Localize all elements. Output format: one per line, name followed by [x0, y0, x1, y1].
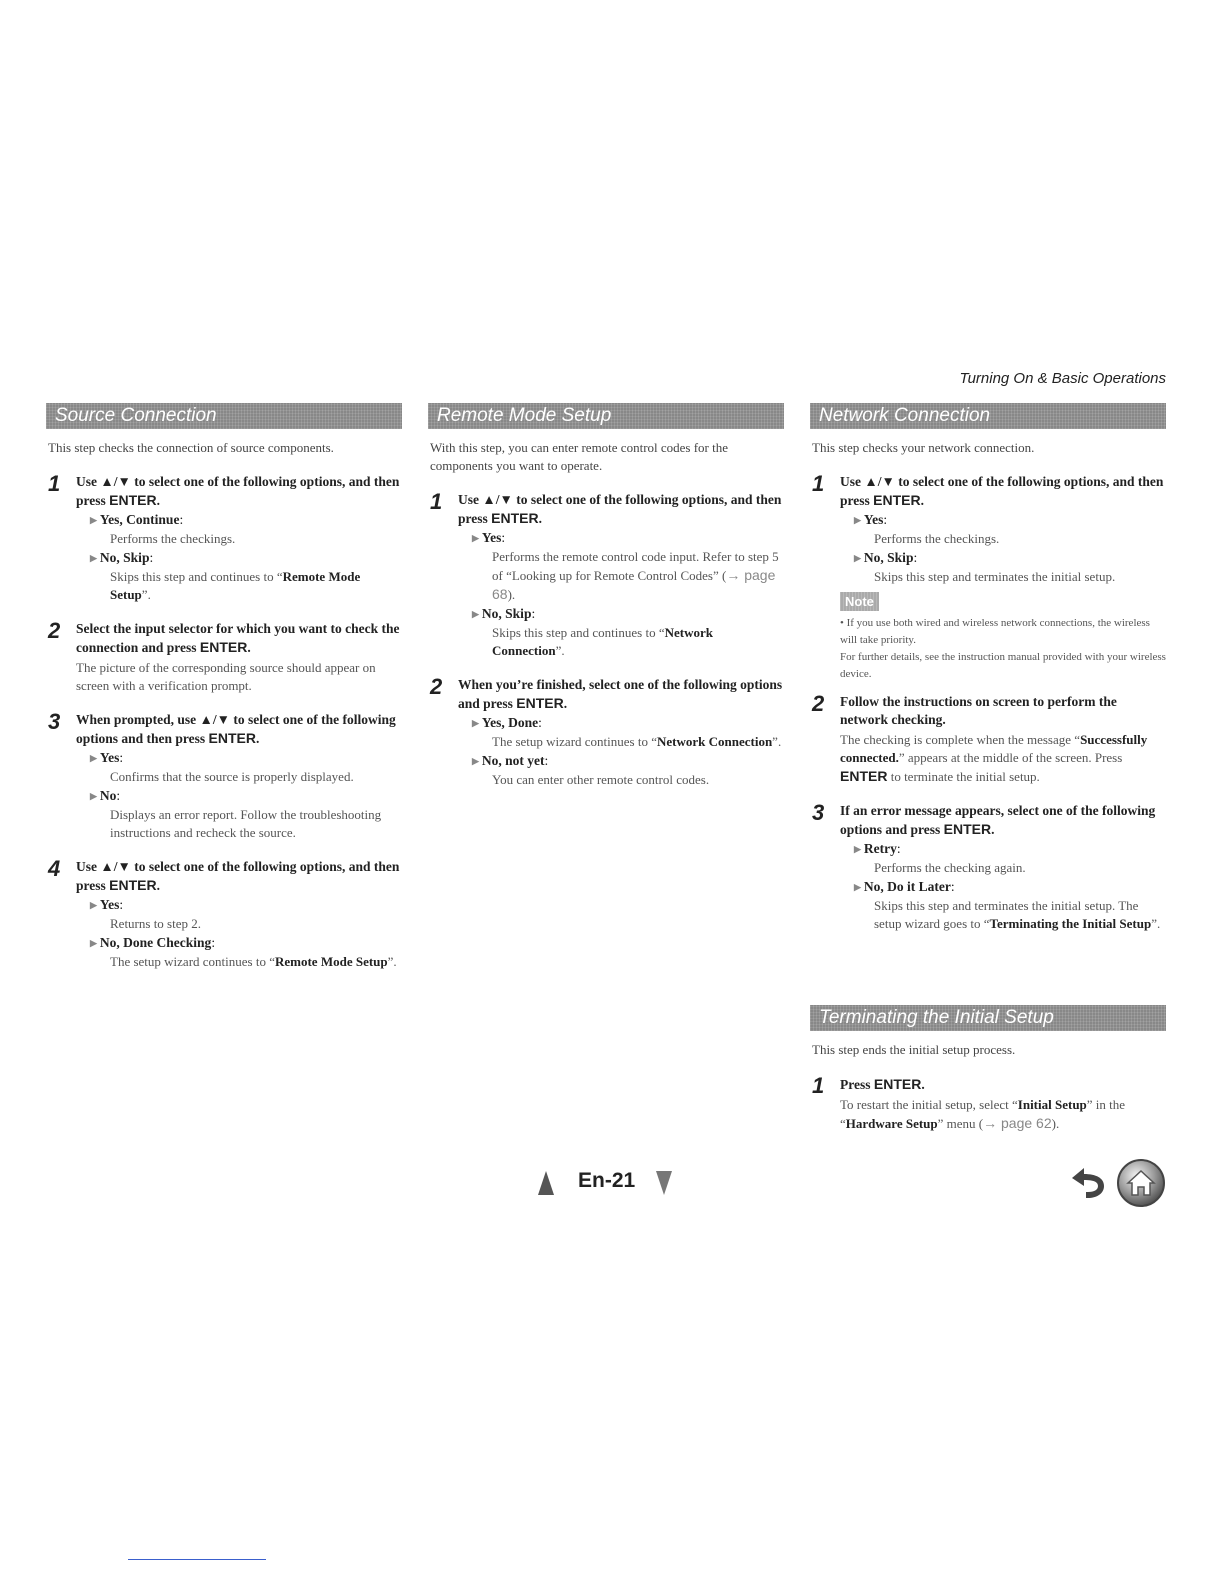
option-description: You can enter other remote control codes. — [492, 772, 710, 787]
back-icon[interactable] — [1066, 1166, 1110, 1200]
option-no-skip: ▶ No, Skip: — [854, 548, 1166, 568]
page-62-link[interactable]: → page 62 — [983, 1115, 1052, 1131]
option-retry: ▶ Retry: — [854, 839, 1166, 859]
network-step-1 — [810, 473, 1166, 586]
option-description: Performs the checkings. — [110, 531, 236, 546]
step-title: Use ▲/▼ to select one of the following options, and then press ENTER. — [840, 474, 1164, 508]
step-number: 1 — [812, 1073, 825, 1098]
terminating-step-1 — [810, 1075, 1166, 1133]
option-yes-done: ▶ Yes, Done: — [472, 713, 784, 733]
option-arrow-icon: ▶ — [90, 553, 97, 563]
page-navigation — [534, 1165, 684, 1201]
option-yes: ▶ Yes: — [90, 895, 402, 915]
option-description: Skips this step and continues to “Remote Mode Setup”. — [110, 569, 361, 602]
note-badge: Note — [840, 592, 879, 611]
option-arrow-icon: ▶ — [90, 753, 97, 763]
option-arrow-icon: ▶ — [90, 938, 97, 948]
step-number: 2 — [430, 674, 443, 699]
home-icon[interactable] — [1116, 1158, 1166, 1208]
source-connection-title: Source Connection — [46, 403, 402, 429]
remote-mode-intro: With this step, you can enter remote control codes for the components you want to operate. — [430, 440, 729, 473]
option-yes-continue: ▶ Yes, Continue: — [90, 510, 402, 530]
step-title: Use ▲/▼ to select one of the following options, and then press ENTER. — [76, 474, 400, 508]
source-step-2 — [46, 620, 402, 695]
option-description: Performs the remote control code input. Refer to step 5 of “Looking up for Remote Control Codes” (→ page 68). — [492, 549, 779, 602]
remote-mode-section — [428, 403, 784, 789]
terminating-title: Terminating the Initial Setup — [810, 1005, 1166, 1031]
step-number: 1 — [48, 471, 61, 496]
option-description: Returns to step 2. — [110, 916, 201, 931]
option-yes: ▶ Yes: — [90, 748, 402, 768]
network-step-2 — [810, 693, 1166, 786]
source-connection-intro: This step checks the connection of source components. — [48, 440, 334, 455]
source-connection-section — [46, 403, 402, 971]
step-title: Use ▲/▼ to select one of the following options, and then press ENTER. — [458, 492, 782, 526]
option-arrow-icon: ▶ — [472, 718, 479, 728]
section-title: Turning On & Basic Operations — [959, 370, 1166, 387]
option-description: Skips this step and terminates the initial setup. — [874, 569, 1116, 584]
note-line-2: For further details, see the instruction manual provided with your wireless device. — [840, 651, 1166, 680]
step-title: Use ▲/▼ to select one of the following options, and then press ENTER. — [76, 859, 400, 893]
option-arrow-icon: ▶ — [472, 609, 479, 619]
option-description: Displays an error report. Follow the troubleshooting instructions and recheck the source. — [110, 807, 382, 840]
option-arrow-icon: ▶ — [854, 844, 861, 854]
network-section — [810, 403, 1166, 933]
source-step-3 — [46, 711, 402, 842]
option-description: Performs the checking again. — [874, 860, 1026, 875]
option-arrow-icon: ▶ — [854, 515, 861, 525]
note-line-1: • If you use both wired and wireless network connections, the wireless will take priority. — [840, 617, 1150, 646]
option-description: Performs the checkings. — [874, 531, 1000, 546]
option-yes: ▶ Yes: — [472, 528, 784, 548]
option-description: Skips this step and continues to “Network Connection”. — [492, 625, 713, 658]
step-number: 2 — [812, 691, 825, 716]
source-step-1 — [46, 473, 402, 604]
step-title: Follow the instructions on screen to perform the network checking. — [840, 694, 1117, 727]
step-number: 1 — [430, 489, 443, 514]
step-title: Select the input selector for which you want to check the connection and press ENTER. — [76, 621, 400, 655]
network-step-3 — [810, 802, 1166, 933]
option-no-skip: ▶ No, Skip: — [90, 548, 402, 568]
step-number: 2 — [48, 618, 61, 643]
page-number: En-21 — [578, 1169, 636, 1192]
option-yes: ▶ Yes: — [854, 510, 1166, 530]
option-arrow-icon: ▶ — [90, 900, 97, 910]
nav-icons — [1066, 1158, 1170, 1208]
remote-mode-title: Remote Mode Setup — [428, 403, 784, 429]
option-no-do-it-later: ▶ No, Do it Later: — [854, 877, 1166, 897]
source-step-4 — [46, 858, 402, 971]
option-arrow-icon: ▶ — [854, 882, 861, 892]
step-paragraph: The checking is complete when the message “Successfully connected.” appears at the middle of the screen. Press ENTER to terminate the initial setup. — [840, 732, 1148, 784]
next-page-icon[interactable] — [656, 1171, 672, 1195]
step-title: When you’re finished, select one of the following options and press ENTER. — [458, 677, 783, 711]
step-number: 1 — [812, 471, 825, 496]
option-arrow-icon: ▶ — [854, 553, 861, 563]
option-arrow-icon: ▶ — [90, 515, 97, 525]
step-title: When prompted, use ▲/▼ to select one of the following options and then press ENTER. — [76, 712, 396, 746]
option-description: The setup wizard continues to “Network Connection”. — [492, 734, 782, 749]
step-title: Press ENTER. — [840, 1076, 925, 1092]
option-arrow-icon: ▶ — [472, 533, 479, 543]
terminating-intro: This step ends the initial setup process. — [812, 1042, 1016, 1057]
step-number: 3 — [812, 800, 825, 825]
step-paragraph: To restart the initial setup, select “Initial Setup” in the “Hardware Setup” menu (→ page 62). — [840, 1097, 1126, 1131]
remote-step-2 — [428, 676, 784, 789]
option-description: Skips this step and terminates the initial setup. The setup wizard goes to “Terminating the Initial Setup”. — [874, 898, 1161, 931]
option-description: The setup wizard continues to “Remote Mode Setup”. — [110, 954, 397, 969]
page-68-link[interactable]: → page 68 — [492, 567, 776, 602]
option-no-skip: ▶ No, Skip: — [472, 604, 784, 624]
network-title: Network Connection — [810, 403, 1166, 429]
step-paragraph: The picture of the corresponding source should appear on screen with a verification prompt. — [76, 660, 376, 693]
step-number: 3 — [48, 709, 61, 734]
option-arrow-icon: ▶ — [472, 756, 479, 766]
footer-link-line — [128, 1559, 266, 1560]
option-no-done-checking: ▶ No, Done Checking: — [90, 933, 402, 953]
option-no-not-yet: ▶ No, not yet: — [472, 751, 784, 771]
option-no: ▶ No: — [90, 786, 402, 806]
option-description: Confirms that the source is properly displayed. — [110, 769, 354, 784]
network-intro: This step checks your network connection. — [812, 440, 1035, 455]
step-title: If an error message appears, select one of the following options and press ENTER. — [840, 803, 1156, 837]
step-number: 4 — [48, 856, 61, 881]
terminating-section — [810, 1005, 1166, 1133]
prev-page-icon[interactable] — [538, 1171, 554, 1195]
option-arrow-icon: ▶ — [90, 791, 97, 801]
remote-step-1 — [428, 491, 784, 660]
